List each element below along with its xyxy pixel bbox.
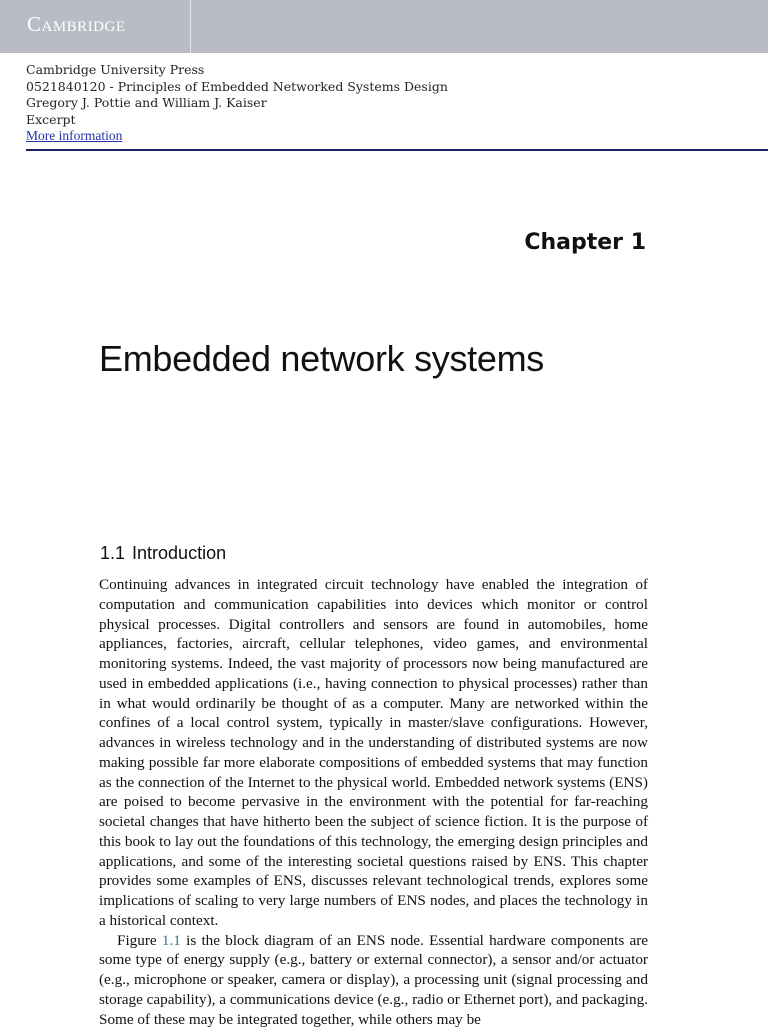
excerpt-label: Excerpt [26, 112, 726, 129]
paragraph-2-rest: is the block diagram of an ENS node. Essential hardware components are some type of energy supply (e.g., battery or external connector), a sensor and/or actuator (e.g., microphone or speaker, camera or display), a processing unit (signal processing and storage capability), a communications device (e.g., radio or Ethernet port), and packaging. Some of these may be integrated together, while others may be [99, 932, 648, 1028]
more-information-link[interactable]: More information [26, 128, 122, 143]
section-number: 1.1 [100, 543, 125, 563]
figure-reference-link[interactable]: 1.1 [162, 932, 181, 949]
section-title: Introduction [132, 543, 226, 563]
section-heading [100, 543, 226, 564]
excerpt-metadata [26, 62, 726, 145]
banner-divider [190, 0, 191, 53]
book-isbn-title: 0521840120 - Principles of Embedded Networked Systems Design [26, 79, 726, 96]
publisher-banner [0, 0, 768, 53]
paragraph-2-start: Figure [117, 932, 162, 949]
body-text [99, 575, 648, 1029]
book-authors: Gregory J. Pottie and William J. Kaiser [26, 95, 726, 112]
paragraph-2 [99, 931, 648, 1029]
paragraph-1: Continuing advances in integrated circuit technology have enabled the integration of computation and communication capabilities into devices which monitor or control physical processes. Digital controllers and sensors are found in automobiles, home appliances, factories, aircraft, cellular telephones, video games, and environmental monitoring systems. Indeed, the vast majority of processors now being manufactured are used in embedded applications (i.e., having connection to physical processes) rather than in what would ordinarily be thought of as a computer. Many are networked within the confines of a local control system, typically in master/slave configurations. However, advances in wireless technology and in the understanding of distributed systems are now making possible far more elaborate compositions of embedded systems that may function as the connection of the Internet to the physical world. Embedded network systems (ENS) are poised to become pervasive in the environment with the potential for far-reaching societal changes that have hitherto been the subject of science fiction. It is the purpose of this book to lay out the foundations of this technology, the emerging design principles and applications, and some of the interesting societal questions raised by ENS. This chapter provides some examples of ENS, discusses relevant technological trends, explores some implications of scaling to very large numbers of ENS nodes, and places the technology in a historical context. [99, 575, 648, 931]
header-divider [26, 149, 768, 151]
chapter-label: Chapter 1 [524, 230, 646, 255]
chapter-title: Embedded network systems [99, 338, 544, 380]
publisher-name: Cambridge University Press [26, 62, 726, 79]
publisher-logo: Cambridge [27, 12, 126, 37]
